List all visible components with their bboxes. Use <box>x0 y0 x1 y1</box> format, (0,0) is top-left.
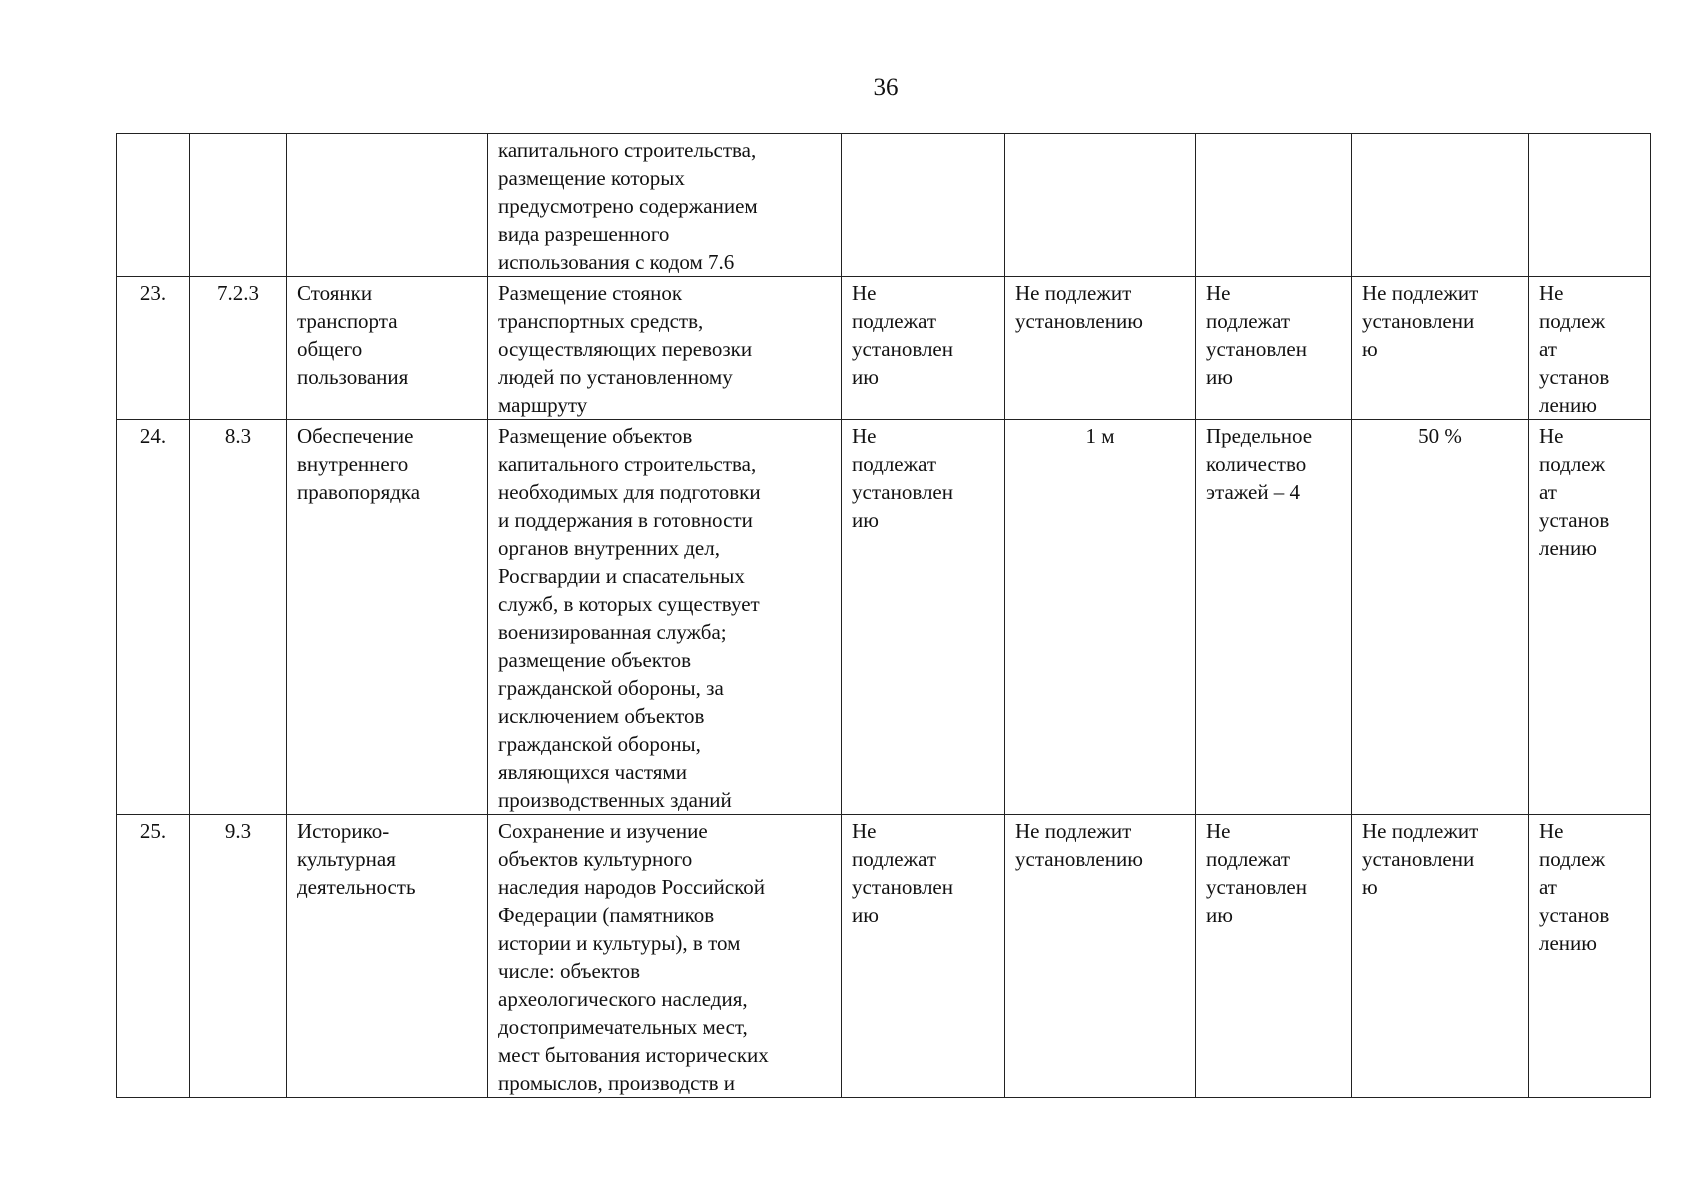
cell-line: установлению <box>1015 309 1143 333</box>
cell-line: установлен <box>1206 875 1307 899</box>
type-name-cell <box>287 420 488 815</box>
cell-line: правопорядка <box>297 480 421 504</box>
cell-line: деятельность <box>297 875 416 899</box>
description-cell <box>488 277 842 420</box>
row-number-cell <box>117 134 190 277</box>
cell-line: являющихся частями <box>498 760 687 784</box>
cell-line: Не подлежит <box>1015 281 1132 305</box>
cell-line: установлен <box>852 480 953 504</box>
cell-line: 1 м <box>1085 424 1115 448</box>
cell-line: установ <box>1539 508 1610 532</box>
cell-line: размещение объектов <box>498 648 692 672</box>
param-cell-7 <box>1196 277 1352 420</box>
cell-line: Не <box>852 819 877 843</box>
cell-line: Не подлежит <box>1015 819 1132 843</box>
param-cell-6 <box>1005 134 1196 277</box>
cell-line: этажей – 4 <box>1206 480 1301 504</box>
cell-line: необходимых для подготовки <box>498 480 761 504</box>
cell-line: транспорта <box>297 309 398 333</box>
param-cell-9 <box>1529 815 1651 1098</box>
row-number-cell: 23. <box>117 277 190 420</box>
cell-line: ию <box>1206 903 1233 927</box>
param-cell-5 <box>842 420 1005 815</box>
cell-line: Федерации (памятников <box>498 903 715 927</box>
cell-line: Размещение стоянок <box>498 281 683 305</box>
cell-line: и поддержания в готовности <box>498 508 753 532</box>
param-cell-7 <box>1196 420 1352 815</box>
type-name-cell <box>287 134 488 277</box>
param-cell-7 <box>1196 815 1352 1098</box>
cell-line: Размещение объектов <box>498 424 693 448</box>
cell-line: Не <box>852 281 877 305</box>
table-row <box>117 277 1651 420</box>
description-cell <box>488 815 842 1098</box>
cell-line: истории и культуры), в том <box>498 931 741 955</box>
cell-line: Не <box>1539 281 1564 305</box>
cell-line: 50 % <box>1418 424 1462 448</box>
cell-line: Стоянки <box>297 281 373 305</box>
param-cell-6 <box>1005 277 1196 420</box>
cell-line: Не подлежит <box>1362 819 1479 843</box>
cell-line: установ <box>1539 903 1610 927</box>
param-cell-5 <box>842 277 1005 420</box>
table-row <box>117 815 1651 1098</box>
cell-line: подлеж <box>1539 847 1606 871</box>
zoning-table <box>116 133 1651 1098</box>
cell-line: исключением объектов <box>498 704 705 728</box>
cell-line: достопримечательных мест, <box>498 1015 748 1039</box>
cell-line: Сохранение и изучение <box>498 819 708 843</box>
table-row <box>117 134 1651 277</box>
param-cell-9 <box>1529 277 1651 420</box>
cell-line: органов внутренних дел, <box>498 536 720 560</box>
cell-line: Росгвардии и спасательных <box>498 564 745 588</box>
cell-line: ат <box>1539 480 1557 504</box>
type-code-cell <box>190 134 287 277</box>
cell-line: культурная <box>297 847 396 871</box>
cell-line: транспортных средств, <box>498 309 704 333</box>
cell-line: использования с кодом 7.6 <box>498 250 735 274</box>
cell-line: военизированная служба; <box>498 620 727 644</box>
cell-line: ю <box>1362 875 1378 899</box>
cell-line: Историко- <box>297 819 390 843</box>
cell-line: размещение которых <box>498 166 685 190</box>
table-row <box>117 420 1651 815</box>
cell-line: Обеспечение <box>297 424 414 448</box>
cell-line: маршруту <box>498 393 588 417</box>
cell-line: промыслов, производств и <box>498 1071 735 1095</box>
param-cell-5 <box>842 815 1005 1098</box>
cell-line: ю <box>1362 337 1378 361</box>
cell-line: пользования <box>297 365 409 389</box>
description-cell <box>488 134 842 277</box>
cell-line: ию <box>852 508 879 532</box>
cell-line: внутреннего <box>297 452 409 476</box>
cell-line: Не <box>1539 819 1564 843</box>
cell-line: предусмотрено содержанием <box>498 194 758 218</box>
cell-line: ию <box>852 903 879 927</box>
param-cell-6 <box>1005 420 1196 815</box>
cell-line: капитального строительства, <box>498 138 757 162</box>
cell-line: подлежат <box>852 452 937 476</box>
param-cell-8 <box>1352 134 1529 277</box>
cell-line: ию <box>1206 365 1233 389</box>
cell-line: установлени <box>1362 309 1475 333</box>
description-cell <box>488 420 842 815</box>
cell-line: вида разрешенного <box>498 222 670 246</box>
cell-line: гражданской обороны, <box>498 732 701 756</box>
param-cell-8 <box>1352 277 1529 420</box>
cell-line: Не подлежит <box>1362 281 1479 305</box>
cell-line: ию <box>852 365 879 389</box>
param-cell-9 <box>1529 420 1651 815</box>
type-code-cell: 7.2.3 <box>190 277 287 420</box>
cell-line: лению <box>1539 536 1597 560</box>
cell-line: капитального строительства, <box>498 452 757 476</box>
cell-line: подлежат <box>852 309 937 333</box>
cell-line: Не <box>852 424 877 448</box>
cell-line: подлеж <box>1539 309 1606 333</box>
type-name-cell <box>287 815 488 1098</box>
cell-line: Не <box>1539 424 1564 448</box>
cell-line: ат <box>1539 875 1557 899</box>
cell-line: Предельное <box>1206 424 1313 448</box>
cell-line: людей по установленному <box>498 365 733 389</box>
param-cell-9 <box>1529 134 1651 277</box>
param-cell-7 <box>1196 134 1352 277</box>
cell-line: числе: объектов <box>498 959 641 983</box>
cell-line: Не <box>1206 819 1231 843</box>
cell-line: осуществляющих перевозки <box>498 337 753 361</box>
cell-line: установлени <box>1362 847 1475 871</box>
cell-line: установлению <box>1015 847 1143 871</box>
cell-line: Не <box>1206 281 1231 305</box>
type-name-cell <box>287 277 488 420</box>
cell-line: установлен <box>1206 337 1307 361</box>
cell-line: установлен <box>852 875 953 899</box>
cell-line: общего <box>297 337 363 361</box>
cell-line: подлежат <box>1206 309 1291 333</box>
cell-line: лению <box>1539 393 1597 417</box>
cell-line: подлежат <box>852 847 937 871</box>
cell-line: служб, в которых существует <box>498 592 760 616</box>
cell-line: объектов культурного <box>498 847 693 871</box>
cell-line: установлен <box>852 337 953 361</box>
param-cell-5 <box>842 134 1005 277</box>
row-number-cell: 25. <box>117 815 190 1098</box>
cell-line: лению <box>1539 931 1597 955</box>
cell-line: наследия народов Российской <box>498 875 766 899</box>
type-code-cell: 9.3 <box>190 815 287 1098</box>
type-code-cell: 8.3 <box>190 420 287 815</box>
cell-line: количество <box>1206 452 1307 476</box>
param-cell-8 <box>1352 420 1529 815</box>
param-cell-8 <box>1352 815 1529 1098</box>
cell-line: ат <box>1539 337 1557 361</box>
cell-line: гражданской обороны, за <box>498 676 724 700</box>
cell-line: установ <box>1539 365 1610 389</box>
cell-line: мест бытования исторических <box>498 1043 769 1067</box>
row-number-cell: 24. <box>117 420 190 815</box>
param-cell-6 <box>1005 815 1196 1098</box>
cell-line: археологического наследия, <box>498 987 748 1011</box>
cell-line: подлежат <box>1206 847 1291 871</box>
cell-line: производственных зданий <box>498 788 732 812</box>
page-number: 36 <box>873 74 899 101</box>
cell-line: подлеж <box>1539 452 1606 476</box>
